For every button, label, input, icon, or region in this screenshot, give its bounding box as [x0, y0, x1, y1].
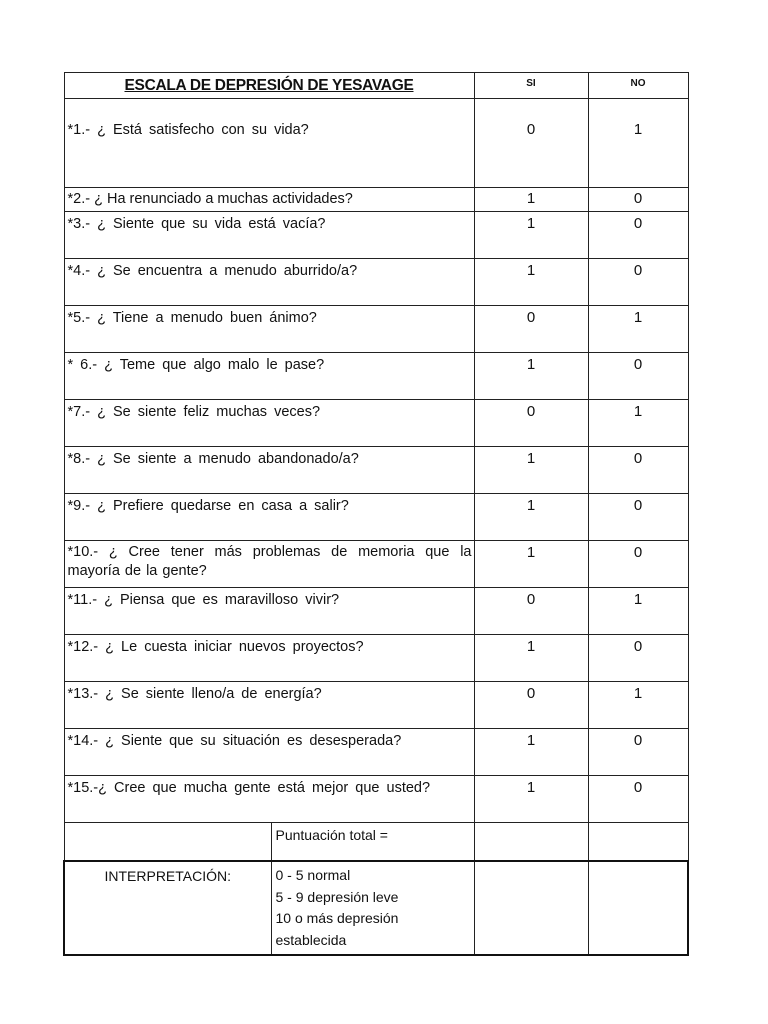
si-score: 1: [474, 635, 588, 682]
question-text: *3.- ¿ Siente que su vida está vacía?: [64, 212, 474, 259]
total-si-cell: [474, 823, 588, 862]
si-score: 1: [474, 541, 588, 588]
no-score: 1: [588, 99, 688, 188]
no-score: 0: [588, 353, 688, 400]
question-row-14: [64, 729, 688, 776]
question-row-2: [64, 188, 688, 212]
total-score-label: Puntuación total =: [271, 823, 474, 862]
question-row-9: [64, 494, 688, 541]
question-row-7: [64, 400, 688, 447]
question-text: *9.- ¿ Prefiere quedarse en casa a salir?: [64, 494, 474, 541]
question-row-5: [64, 306, 688, 353]
no-score: 1: [588, 306, 688, 353]
si-score: 0: [474, 99, 588, 188]
question-row-15: [64, 776, 688, 823]
si-score: 1: [474, 729, 588, 776]
question-row-11: [64, 588, 688, 635]
question-text: *13.- ¿ Se siente lleno/a de energía?: [64, 682, 474, 729]
interpretation-line: 10 o más depresión: [275, 910, 399, 926]
si-score: 1: [474, 447, 588, 494]
question-row-4: [64, 259, 688, 306]
table-header-row: [64, 73, 688, 99]
question-row-6: [64, 353, 688, 400]
question-text: *11.- ¿ Piensa que es maravilloso vivir?: [64, 588, 474, 635]
question-text: * 6.- ¿ Teme que algo malo le pase?: [64, 353, 474, 400]
no-score: 1: [588, 400, 688, 447]
no-score: 0: [588, 494, 688, 541]
interpretation-row: [64, 861, 688, 955]
question-row-8: [64, 447, 688, 494]
total-score-row: [64, 823, 688, 862]
si-score: 0: [474, 588, 588, 635]
interpretation-line: 0 - 5 normal: [275, 867, 351, 883]
question-row-10: [64, 541, 688, 588]
scale-title: ESCALA DE DEPRESIÓN DE YESAVAGE: [124, 77, 414, 94]
question-text: *12.- ¿ Le cuesta iniciar nuevos proyectos?: [64, 635, 474, 682]
no-score: 0: [588, 212, 688, 259]
si-column-header: SI: [474, 73, 588, 99]
question-text: *15.-¿ Cree que mucha gente está mejor que usted?: [64, 776, 474, 823]
question-text: *1.- ¿ Está satisfecho con su vida?: [64, 99, 474, 188]
interpretation-no-cell: [588, 861, 688, 955]
yesavage-scale-table: [63, 72, 689, 956]
no-score: 0: [588, 541, 688, 588]
question-text: *4.- ¿ Se encuentra a menudo aburrido/a?: [64, 259, 474, 306]
question-row-3: [64, 212, 688, 259]
si-score: 1: [474, 776, 588, 823]
question-text: *10.- ¿ Cree tener más problemas de memoria que la mayoría de la gente?: [64, 541, 474, 588]
interpretation-si-cell: [474, 861, 588, 955]
no-score: 0: [588, 776, 688, 823]
si-score: 1: [474, 353, 588, 400]
interpretation-line: 5 - 9 depresión leve: [275, 888, 399, 905]
si-score: 1: [474, 188, 588, 212]
question-text: *2.- ¿ Ha renunciado a muchas actividades?: [64, 188, 474, 212]
question-row-13: [64, 682, 688, 729]
question-text: *14.- ¿ Siente que su situación es desesperada?: [64, 729, 474, 776]
si-score: 1: [474, 212, 588, 259]
no-score: 1: [588, 682, 688, 729]
si-score: 1: [474, 494, 588, 541]
scale-title-cell: [64, 73, 474, 99]
si-score: 0: [474, 682, 588, 729]
question-text: *7.- ¿ Se siente feliz muchas veces?: [64, 400, 474, 447]
question-text: *5.- ¿ Tiene a menudo buen ánimo?: [64, 306, 474, 353]
question-text: *8.- ¿ Se siente a menudo abandonado/a?: [64, 447, 474, 494]
no-score: 1: [588, 588, 688, 635]
interpretation-ranges: [271, 861, 474, 955]
question-row-1: [64, 99, 688, 188]
interpretation-label: INTERPRETACIÓN:: [64, 861, 271, 955]
total-blank-cell: [64, 823, 271, 862]
si-score: 0: [474, 400, 588, 447]
no-column-header: NO: [588, 73, 688, 99]
question-row-12: [64, 635, 688, 682]
si-score: 0: [474, 306, 588, 353]
no-score: 0: [588, 259, 688, 306]
no-score: 0: [588, 635, 688, 682]
si-score: 1: [474, 259, 588, 306]
no-score: 0: [588, 447, 688, 494]
total-no-cell: [588, 823, 688, 862]
no-score: 0: [588, 729, 688, 776]
interpretation-line: establecida: [275, 931, 347, 948]
no-score: 0: [588, 188, 688, 212]
